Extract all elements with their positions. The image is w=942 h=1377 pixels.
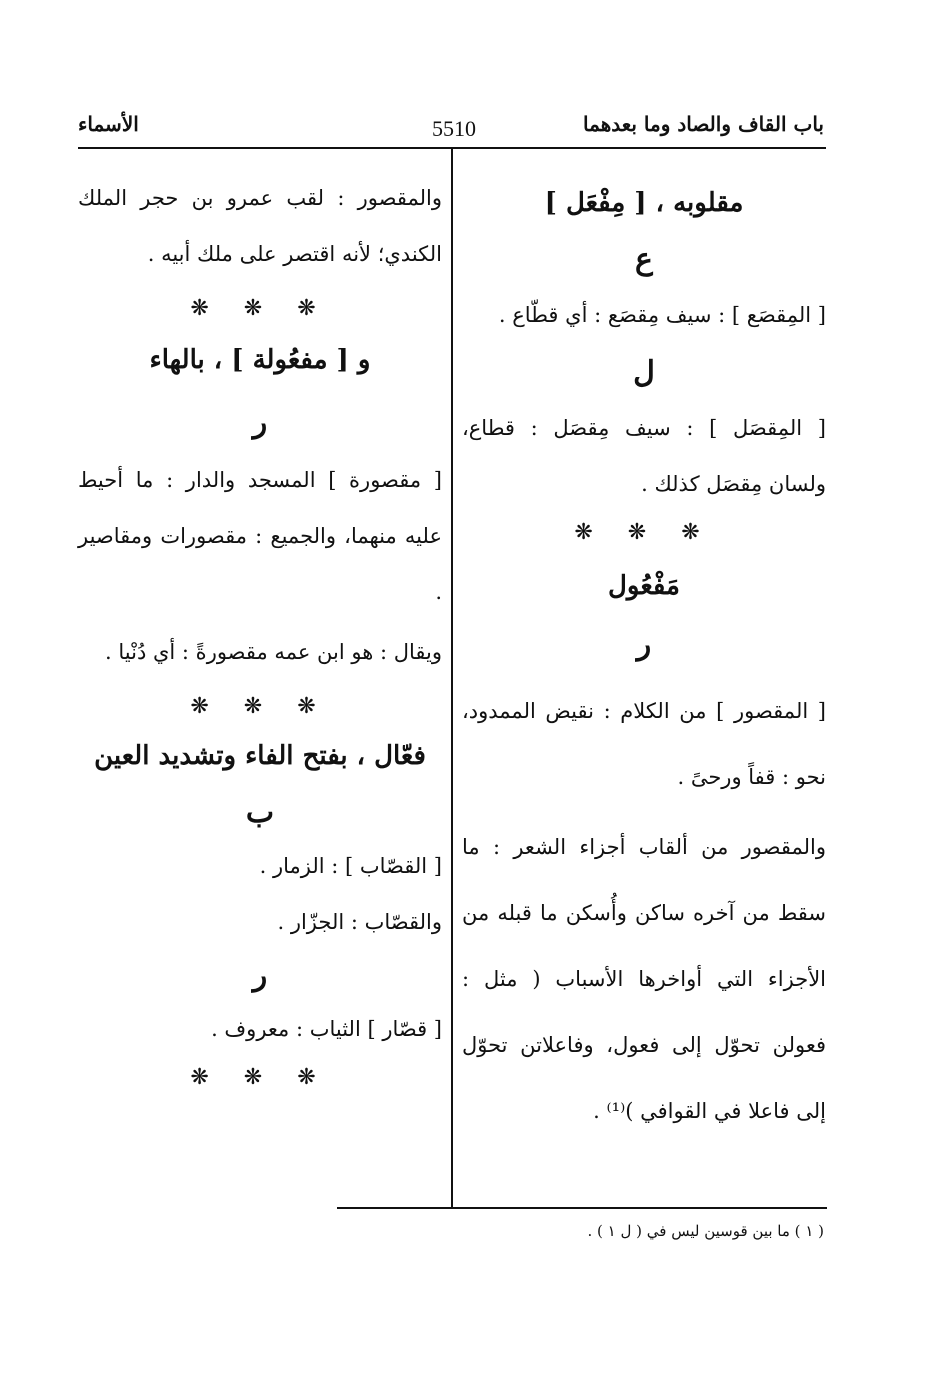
dictionary-entry: والمقصور : لقب عمرو بن حجر الملك الكندي؛ لأنه اقتصر على ملك أبيه . <box>78 186 442 266</box>
left-column <box>78 170 442 1090</box>
dictionary-entry: [ المِقصَع ] : سيف مِقصَع : أي قطّاع . <box>498 303 826 327</box>
letter-heading: ب <box>245 795 275 830</box>
section-separator: ❋ ❋ ❋ <box>190 296 330 321</box>
page-number: 5510 <box>432 116 476 141</box>
footnote-rule <box>337 1207 827 1209</box>
letter-heading: ل <box>633 355 655 390</box>
dictionary-entry: ويقال : هو ابن عمه مقصورةً : أي دُنْيا . <box>105 640 442 664</box>
section-heading: و [ مفعُولة ] ، بالهاء <box>149 345 371 375</box>
section-separator: ❋ ❋ ❋ <box>190 1065 330 1090</box>
section-heading: فعّال ، بفتح الفاء وتشديد العين <box>94 741 426 771</box>
section-heading: مَفْعُول <box>608 571 680 601</box>
dictionary-entry: [ مقصورة ] المسجد والدار : ما أحيط عليه منهما، والجميع : مقصورات ومقاصير . <box>78 468 442 604</box>
section-heading: مقلوبه ، [ مِفْعَل ] <box>544 188 744 218</box>
running-header-chapter: باب القاف والصاد وما بعدهما <box>583 112 824 136</box>
section-separator: ❋ ❋ ❋ <box>574 520 714 545</box>
dictionary-entry: [ القصّاب ] : الزمار . <box>259 854 442 878</box>
footnote: ( ١ ) ما بين قوسين ليس في ( ل ١ ) . <box>587 1222 824 1240</box>
column-divider <box>451 149 453 1209</box>
running-header-section: الأسماء <box>78 112 139 136</box>
letter-heading: ر <box>252 958 268 993</box>
right-column <box>462 170 826 1144</box>
dictionary-entry: [ المِقصَل ] : سيف مِقصَل : قطاع، ولسان مِقصَل كذلك . <box>462 416 826 496</box>
section-separator: ❋ ❋ ❋ <box>190 694 330 719</box>
letter-heading: ع <box>635 242 653 277</box>
dictionary-entry: والقصّاب : الجزّار . <box>277 910 442 934</box>
dictionary-entry: [ المقصور ] من الكلام : نقيض الممدود، نحو : قفاً ورحىً . <box>462 699 826 789</box>
dictionary-entry: والمقصور من ألقاب أجزاء الشعر : ما سقط من آخره ساكن وأُسكن ما قبله من الأجزاء التي أواخرها الأسباب ( مثل : فعولن تحوّل إلى فعول، وفاعلاتن تحوّل إلى فاعلا في القوافي )⁽¹⁾ . <box>462 835 826 1123</box>
dictionary-entry: [ قصّار ] الثياب : معروف . <box>211 1017 442 1041</box>
letter-heading: ر <box>252 405 268 440</box>
letter-heading: ر <box>636 627 652 662</box>
